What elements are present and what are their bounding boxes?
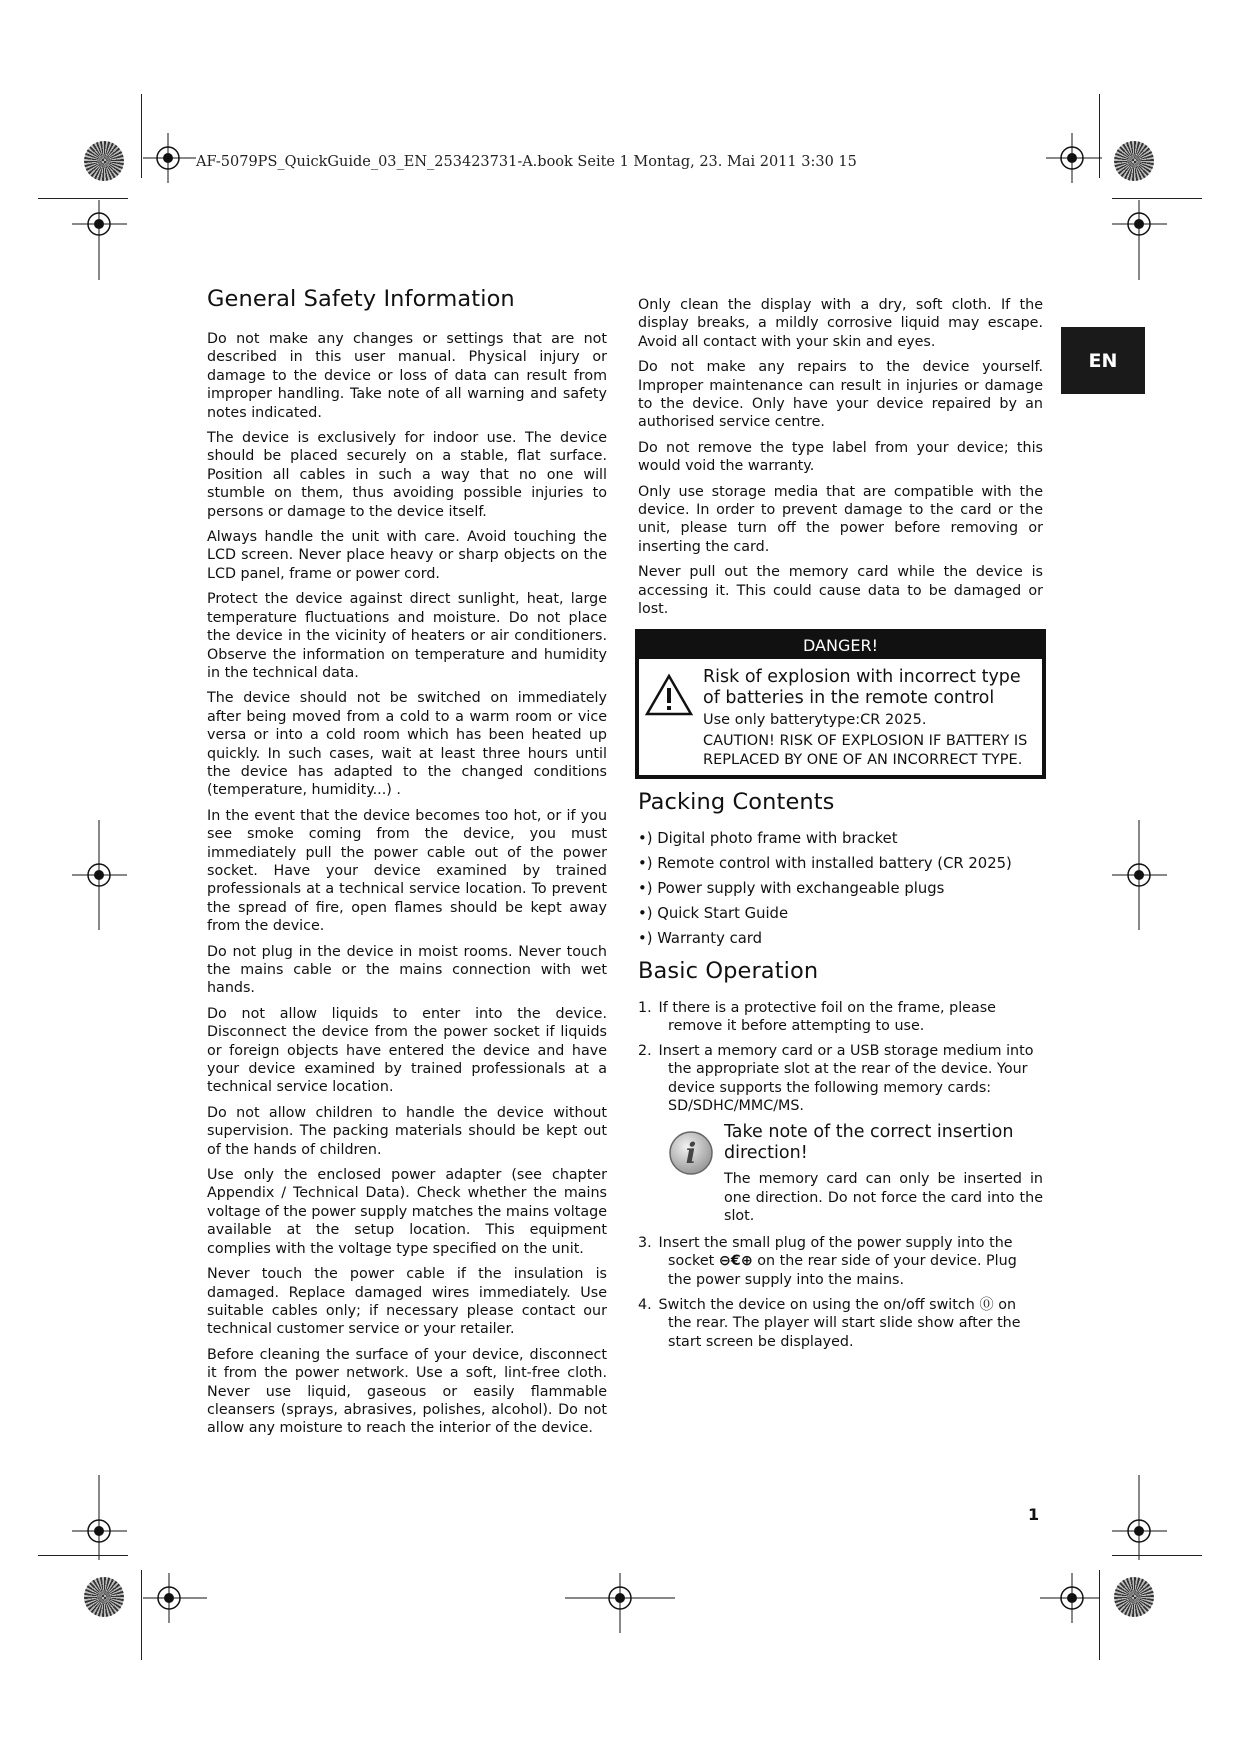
registration-mark-icon [1112,200,1172,280]
svg-text:i: i [685,1137,697,1171]
step-text: If there is a protective foil on the frame, please remove it before attempting to use. [658,999,996,1035]
safety-paragraph: Before cleaning the surface of your device, disconnect it from the power network. Use a soft, lint-free cloth. Never use liquid, gaseous or easily flammable cleansers (sprays, abrasives, polishes, alcohol). Do not allow any moisture to reach the interior of the device. [207,1346,607,1437]
trim-line [38,198,128,199]
general-safety-heading: General Safety Information [207,286,515,312]
basic-operation-heading: Basic Operation [638,957,819,984]
danger-title: DANGER! [639,633,1042,659]
safety-paragraph: Do not make any repairs to the device yourself. Improper maintenance can result in injuries or damage to the device. Only have your device repaired by an authorised service centre. [638,359,1043,431]
step-text: Switch the device on using the on/off switch [658,1296,975,1313]
registration-mark-icon [1040,1573,1102,1623]
registration-mark-icon [141,1573,211,1623]
trim-line [1112,1555,1202,1556]
list-item: •) Warranty card [638,929,762,947]
danger-box [635,629,1046,779]
safety-paragraph: Do not allow children to handle the device without supervision. The packing materials should be kept out of the hands of children. [207,1104,607,1158]
safety-paragraph: Never pull out the memory card while the device is accessing it. This could cause data to be damaged or lost. [638,564,1043,618]
safety-paragraph: Protect the device against direct sunlight, heat, large temperature fluctuations and moisture. Do not place the device in the vicinity of heaters or air conditioners. Observe the information on temperature and humidity in the technical data. [207,591,607,681]
step-item [638,1296,1043,1352]
right-column [638,296,1043,1357]
language-tab: EN [1061,327,1145,394]
safety-paragraph: Never touch the power cable if the insulation is damaged. Replace damaged wires immediately. Use suitable cables only; if necessary please contact our technical customer service or your retailer. [207,1266,607,1338]
step-number: 2. [638,1042,652,1059]
power-switch-icon: ⓪ [979,1296,994,1313]
crop-mark-disc-icon [1114,141,1154,181]
step-text: on the rear side of your device. Plug the power supply into the mains. [668,1253,1017,1289]
page-number: 1 [1028,1505,1040,1524]
trim-line [38,1555,128,1556]
caution-text: CAUTION! RISK OF EXPLOSION IF BATTERY IS REPLACED BY ONE OF AN INCORRECT TYPE. [703,732,1028,768]
registration-mark-icon [1112,1475,1172,1560]
list-item: •) Quick Start Guide [638,904,789,922]
step-item [638,1234,1043,1290]
registration-mark-icon [72,1475,132,1560]
battery-type-text: Use only batterytype:CR 2025. [703,711,927,728]
warning-triangle-icon [645,673,693,717]
registration-mark-icon [565,1573,675,1633]
info-icon [668,1130,714,1176]
packing-contents-heading: Packing Contents [638,788,835,815]
operation-steps [638,999,1043,1117]
safety-paragraph: Do not remove the type label from your device; this would void the warranty. [638,439,1043,475]
registration-mark-icon [1112,820,1172,930]
crop-mark-disc-icon [1114,1577,1154,1617]
safety-paragraph: Always handle the unit with care. Avoid touching the LCD screen. Never place heavy or sharp objects on the LCD panel, frame or power cord. [207,529,607,582]
trim-line [1112,198,1202,199]
book-file-header: AF-5079PS_QuickGuide_03_EN_253423731-A.book Seite 1 Montag, 23. Mai 2011 3:30 15 [196,154,857,170]
power-socket-icon: ⊖€⊕ [718,1253,753,1270]
packing-list [638,830,1043,948]
left-column [207,286,607,1445]
safety-paragraph: In the event that the device becomes too hot, or if you see smoke coming from the device, you must immediately pull the power cable out of the power socket. Have your device examined by trained professionals at a technical service location. To prevent the spread of fire, open flames should be kept away from the device. [207,807,607,935]
safety-paragraph: Do not plug in the device in moist rooms. Never touch the mains cable or the mains connection with wet hands. [207,943,607,997]
step-number: 3. [638,1234,652,1251]
crop-mark-disc-icon [84,1577,124,1617]
danger-main-text: Risk of explosion with incorrect type of batteries in the remote control [703,666,1021,708]
step-text: Insert the small plug of the power supply into the socket [658,1234,1013,1270]
list-item: •) Digital photo frame with bracket [638,829,898,847]
list-item: •) Power supply with exchangeable plugs [638,879,945,897]
info-note [668,1122,1043,1226]
safety-paragraph: Use only the enclosed power adapter (see chapter Appendix / Technical Data). Check whether the mains voltage of the power supply matches the mains voltage available at the setup location. This equipment complies with the voltage type specified on the unit. [207,1167,607,1257]
safety-paragraph: The device should not be switched on immediately after being moved from a cold to a warm room or vice versa or into a cold room which has been heated up quickly. In such cases, wait at least three hours until the device has adapted to the changed conditions (temperature, humidity...) . [207,690,607,799]
registration-mark-icon [72,820,132,930]
safety-paragraph: Do not allow liquids to enter into the device. Disconnect the device from the power socket if liquids or foreign objects have entered the device and have your device examined by trained professionals at a technical service location. [207,1005,607,1096]
step-number: 1. [638,999,652,1016]
safety-paragraph: The device is exclusively for indoor use. The device should be placed securely on a stable, flat surface. Position all cables in such a way that no one will stumble on them, thus avoiding possible injuries to persons or damage to the device itself. [207,430,607,520]
registration-mark-icon [1044,133,1104,183]
crop-mark-disc-icon [84,141,124,181]
safety-paragraph: Only use storage media that are compatible with the device. In order to prevent damage to the card or the unit, please turn off the power before removing or inserting the card. [638,483,1043,555]
step-number: 4. [638,1296,652,1313]
registration-mark-icon [72,200,132,280]
step-text: on the rear. The player will start slide show after the start screen be displayed. [668,1296,1021,1350]
note-title: Take note of the correct insertion direction! [724,1122,1014,1164]
operation-steps [638,1234,1043,1352]
safety-paragraph: Do not make any changes or settings that are not described in this user manual. Physical injury or damage to the device or loss of data can result from improper handling. Take note of all warning and safety notes indicated. [207,331,607,421]
step-item [638,999,1043,1036]
note-body: The memory card can only be inserted in one direction. Do not force the card into the slot. [724,1171,1043,1225]
safety-paragraph: Only clean the display with a dry, soft cloth. If the display breaks, a mildly corrosive liquid may escape. Avoid all contact with your skin and eyes. [638,297,1043,350]
registration-mark-icon [141,133,201,183]
step-item [638,1042,1043,1116]
list-item: •) Remote control with installed battery (CR 2025) [638,854,1012,872]
step-text: Insert a memory card or a USB storage medium into the appropriate slot at the rear of the device. Your device supports the following memory cards: SD/SDHC/MMC/MS. [658,1042,1034,1115]
